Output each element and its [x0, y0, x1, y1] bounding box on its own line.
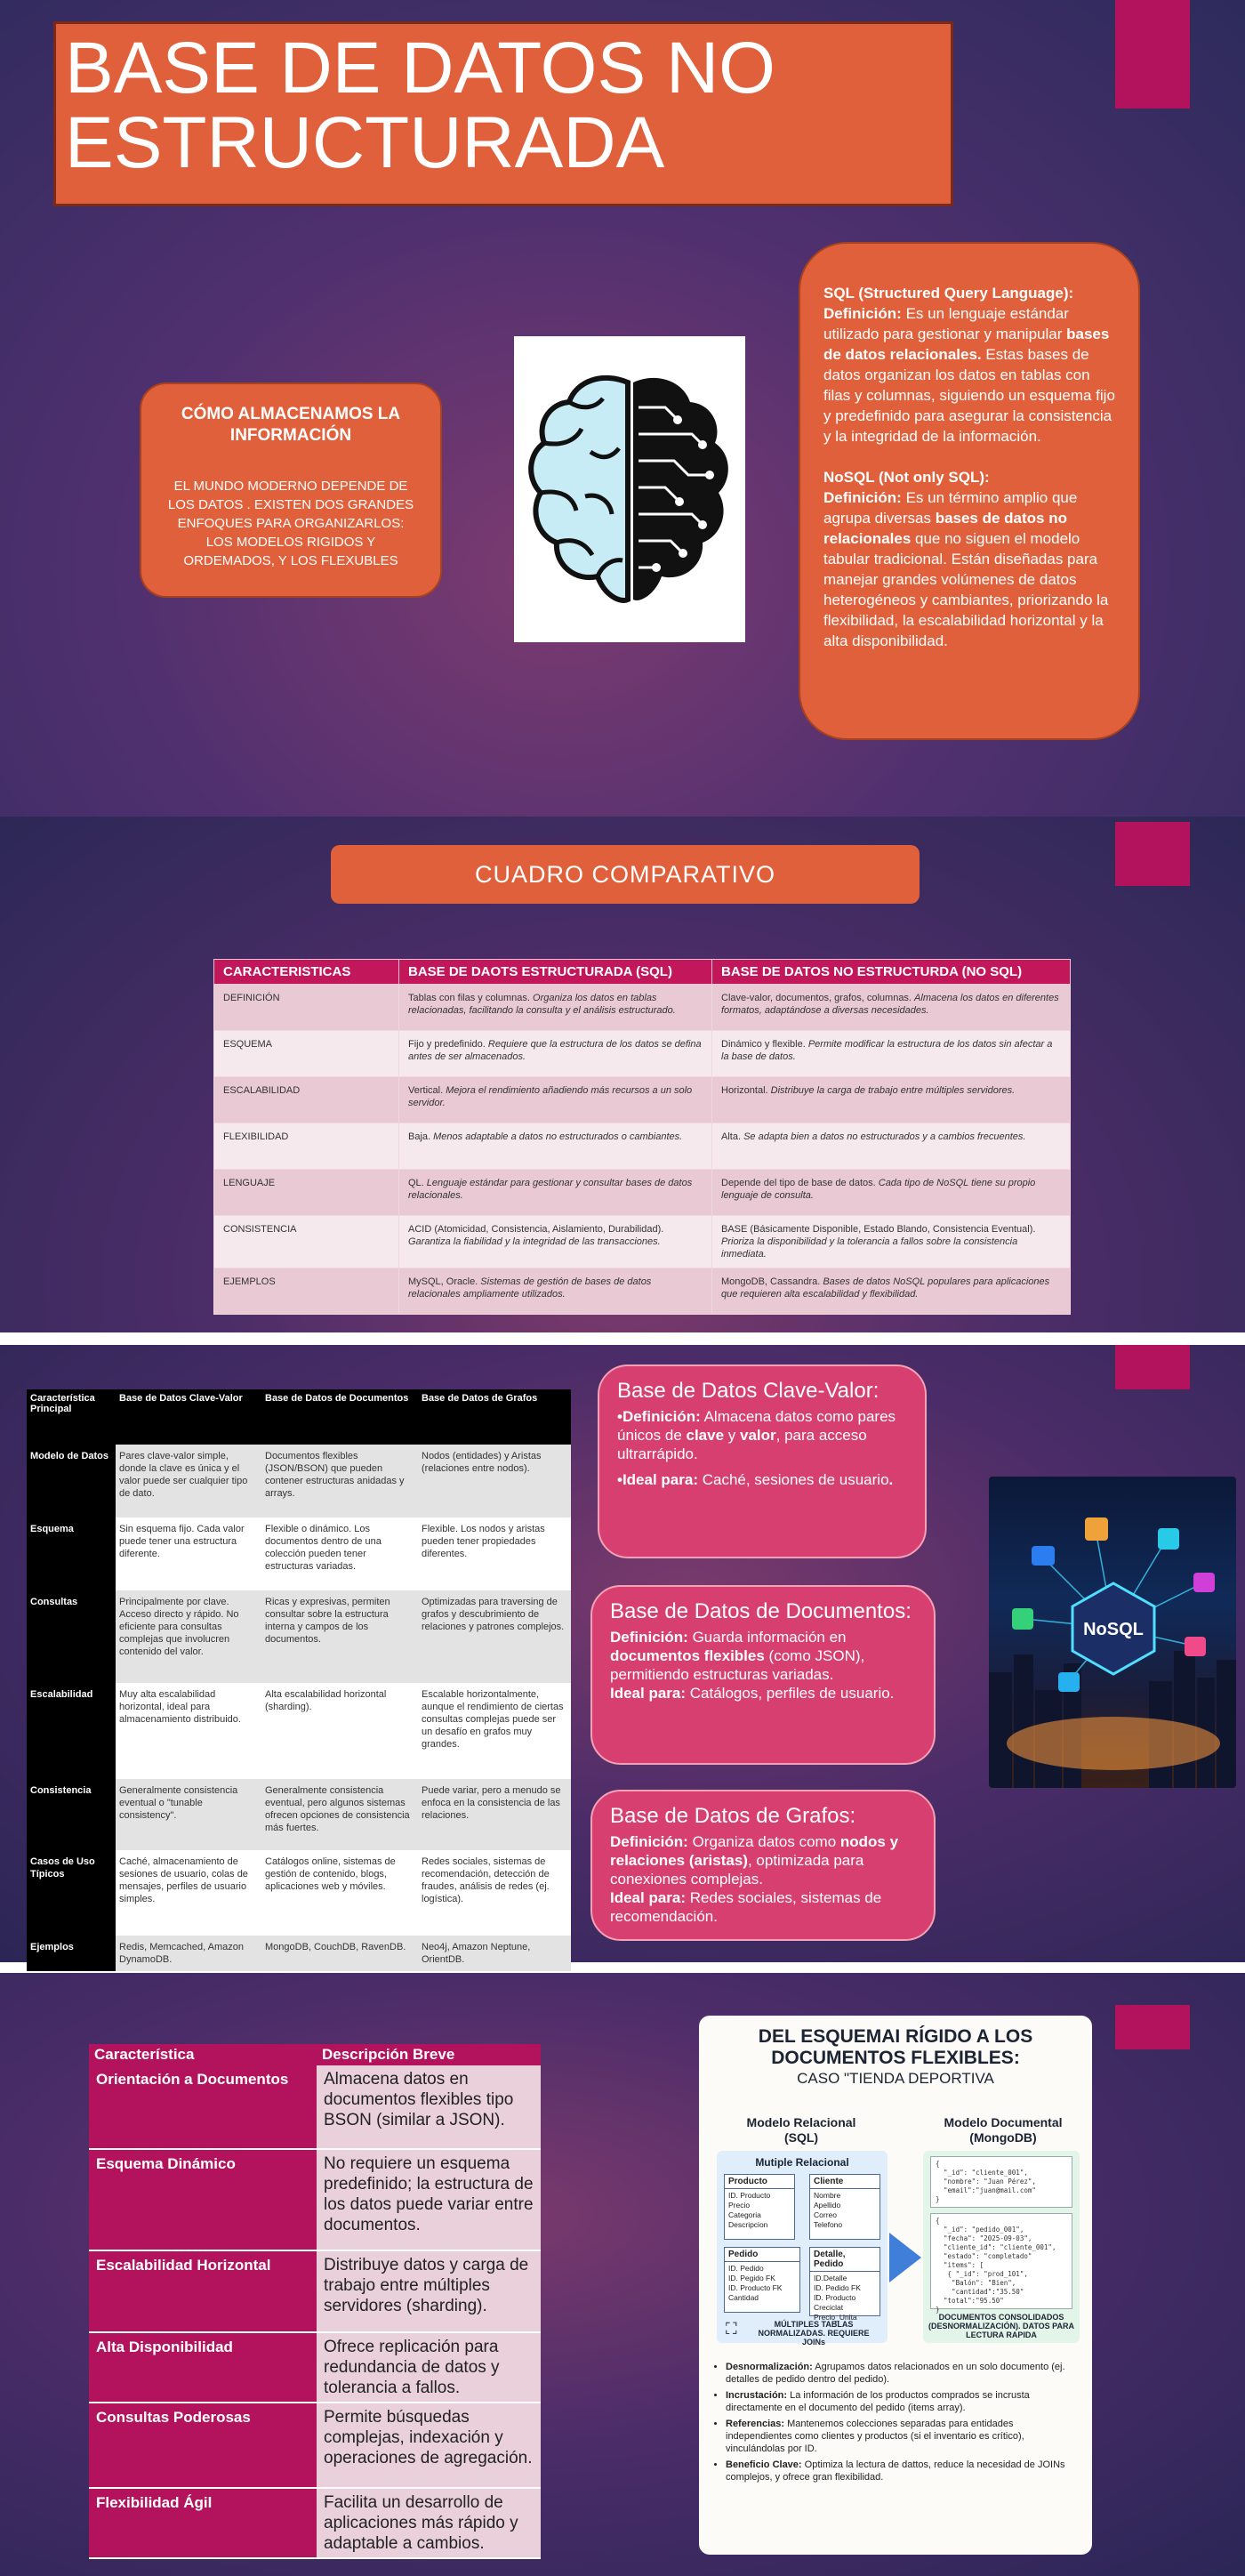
table-header: BASE DE DAOTS ESTRUCTURADA (SQL) [399, 960, 712, 985]
definitions-box [799, 242, 1140, 740]
document-column-heading: Modelo Documental (MongoDB) [944, 2115, 1063, 2145]
table-row: Consultas Poderosas Permite búsquedas complejas, indexación y operaciones de agregación. [89, 2403, 541, 2488]
slide-1 [0, 0, 1245, 817]
table-row: LENGUAJE QL. Lenguaje estándar para gestionar y consultar bases de datos relacionales. Depende del tipo de base de datos. Cada tipo de NoSQL tiene su propio lenguaje de consulta. [214, 1170, 1071, 1216]
arrow-right-icon [889, 2233, 921, 2282]
explanation-bullets [713, 2361, 1080, 2487]
graph-definition: Definición: Organiza datos como nodos y relaciones (aristas), optimizada para conexiones complejas. [610, 1833, 899, 1888]
brain-circuit-icon [514, 336, 745, 642]
nosql-title: NoSQL (Not only SQL): [823, 469, 990, 486]
table-header: CARACTERISTICAS [214, 960, 399, 985]
pink-tab-decoration [1115, 2005, 1190, 2049]
table-row: Consultas Principalmente por clave. Acceso directo y rápido. No eficiente para consultas complejas que involucren contenido del valor. Ricas y expresivas, permiten consultar sobre la estructura interna y campos de los documentos. Optimizadas para traversing de grafos y descubrimiento de relaciones y patrones complejos. [27, 1590, 571, 1683]
tables-icon: ⛶ [726, 2320, 737, 2338]
list-item: • Incrustación: La información de los productos comprados se incrusta directamente en el documento del pedido (items array). [726, 2389, 1080, 2414]
nosql-image-label: NoSQL [1083, 1620, 1144, 1639]
table-header: Característica Principal [27, 1389, 116, 1445]
graph-title: Base de Datos de Grafos: [610, 1804, 856, 1828]
comparison-title: CUADRO COMPARATIVO [331, 845, 920, 904]
graph-box [590, 1790, 936, 1941]
nosql-types-table [27, 1389, 571, 1971]
table-row: ESCALABILIDAD Vertical. Mejora el rendimiento añadiendo más recursos a un solo servidor. Horizontal. Distribuye la carga de trabajo entre múltiples servidores. [214, 1077, 1071, 1123]
table-row: Consistencia Generalmente consistencia eventual o "tunable consistency". Generalmente consistencia eventual, pero algunos sistemas ofrecen opciones de consistencia más fuertes. Puede variar, pero a menudo se enfoca en la consistencia de las relaciones. [27, 1779, 571, 1850]
relational-model-panel [717, 2151, 888, 2347]
table-row: Orientación a Documentos Almacena datos en documentos flexibles tipo BSON (similar a JSON). [89, 2065, 541, 2149]
intro-box [140, 382, 442, 598]
intro-text: EL MUNDO MODERNO DEPENDE DE LOS DATOS . EXISTEN DOS GRANDES ENFOQUES PARA ORGANIZARLOS: LOS MODELOS RIGIDOS Y ORDEMADOS, Y LOS FLEXUBLES [167, 479, 414, 568]
list-item: • Beneficio Clave: Optimiza la lectura de dattos, reduce la necesidad de JOINs complejos, y ofrece gran flexibilidad. [726, 2459, 1080, 2483]
infographic-card [699, 2016, 1092, 2555]
producto-table-card: Producto ID. Producto Precio Categoria Descripcion [724, 2174, 795, 2240]
infographic-subtitle: CASO "TIENDA DEPORTIVA [797, 2070, 994, 2087]
page-title: BASE DE DATOS NO ESTRUCTURADA [65, 28, 775, 183]
sql-title: SQL (Structured Query Language): [823, 285, 1074, 302]
table-row: EJEMPLOS MySQL, Oracle. Sistemas de gestión de bases de datos relacionales ampliamente utilizados. MongoDB, Cassandra. Bases de datos NoSQL populares para aplicaciones que requieren alta escalabilidad y flexibilidad. [214, 1268, 1071, 1315]
doc-definition: Definición: Guarda información en documentos flexibles (como JSON), permitiendo estructuras variadas. [610, 1629, 865, 1683]
relational-note: MÚLTIPLES TABLAS NORMALIZADAS. REQUIERE JOINs [758, 2320, 870, 2347]
table-row: ESQUEMA Fijo y predefinido. Requiere que la estructura de los datos se defina antes de ser almacenados. Dinámico y flexible. Permite modificar la estructura de los datos sin afectar a la base de datos. [214, 1031, 1071, 1077]
graph-ideal: Ideal para: Redes sociales, sistemas de recomendación. [610, 1889, 882, 1925]
title-banner [53, 21, 953, 206]
detalle-table-card: Detalle, Pedido ID.Detalle ID. Pedido FK ID. Producto Creciclat Precio_Unita [809, 2247, 880, 2316]
cliente-table-card: Cliente Nombre Apellido Correo Telefono [809, 2174, 880, 2240]
table-header: Base de Datos de Grafos [418, 1389, 571, 1445]
table-header: Base de Datos de Documentos [261, 1389, 418, 1445]
table-row: Flexibilidad Ágil Facilita un desarrollo de aplicaciones más rápido y adaptable a cambios. [89, 2488, 541, 2558]
sql-definition: Definición: Es un lenguaje estándar utilizado para gestionar y manipular bases de datos relacionales. Estas bases de datos organizan los datos en tablas con filas y columnas, siguiendo un esquema fijo y predefinido para asegurar la consistencia y la integridad de la información. [823, 305, 1115, 445]
key-value-box [598, 1364, 927, 1558]
kv-title: Base de Datos Clave-Valor: [617, 1379, 880, 1403]
document-model-panel [923, 2151, 1080, 2343]
list-item: • Desnormalización: Agrupamos datos relacionados en un solo documento (ej. detalles de pedido dentro del pedido). [726, 2361, 1080, 2386]
pink-tab-decoration [1115, 0, 1190, 109]
kv-definition: •Definición: Almacena datos como pares únicos de clave y valor, para acceso ultrarrápido. [617, 1408, 896, 1462]
mongodb-features-table [89, 2044, 541, 2559]
table-header: Base de Datos Clave-Valor [116, 1389, 261, 1445]
infographic-title: DEL ESQUEMAI RÍGIDO A LOS DOCUMENTOS FLEXIBLES: [758, 2026, 1033, 2068]
table-row: Alta Disponibilidad Ofrece replicación para redundancia de datos y tolerancia a fallos. [89, 2332, 541, 2403]
nosql-definition: Definición: Es un término amplio que agrupa diversas bases de datos no relacionales que no siguen el modelo tabular tradicional. Están diseñadas para manejar grandes volúmenes de datos heterogéneos y cambiantes, priorizando la flexibilidad, la escalabilidad horizontal y la alta disponibilidad. [823, 489, 1109, 649]
pink-tab-decoration [1115, 1345, 1190, 1389]
cliente-json-document: { "_id": "cliente_001", "nombre": "Juan Pérez", "email":"juan@mail.com" } [930, 2156, 1072, 2208]
table-header: Descripción Breve [317, 2044, 541, 2065]
documents-box [590, 1585, 936, 1765]
list-item: • Referencias: Mantenemos colecciones separadas para entidades independientes como clientes y productos (si el inventario es crítico), vinculándolas por ID. [726, 2418, 1080, 2455]
nosql-city-illustration [989, 1477, 1236, 1788]
multiple-relational-label: Mutiple Relacional [755, 2156, 849, 2169]
table-row: Modelo de Datos Pares clave-valor simple, donde la clave es única y el valor puede ser cualquier tipo de dato. Documentos flexibles (JSON/BSON) que pueden contener estructuras anidadas y arrays. Nodos (entidades) y Aristas (relaciones entre nodos). [27, 1445, 571, 1517]
table-row: Ejemplos Redis, Memcached, Amazon DynamoDB. MongoDB, CouchDB, RavenDB. Neo4j, Amazon Neptune, OrientDB. [27, 1936, 571, 1971]
comparison-table [213, 959, 1071, 1315]
table-row: Escalabilidad Horizontal Distribuye datos y carga de trabajo entre múltiples servidores (sharding). [89, 2250, 541, 2332]
table-row: CONSISTENCIA ACID (Atomicidad, Consistencia, Aislamiento, Durabilidad). Garantiza la fiabilidad y la integridad de las transacciones. BASE (Básicamente Disponible, Estado Blando, Consistencia Eventual). Prioriza la disponibilidad y la tolerancia a fallos sobre la consistencia inmediata. [214, 1216, 1071, 1268]
doc-title: Base de Datos de Documentos: [610, 1599, 912, 1623]
table-row: Escalabilidad Muy alta escalabilidad horizontal, ideal para almacenamiento distribuido. Alta escalabilidad horizontal (sharding). Escalable horizontalmente, aunque el rendimiento de ciertas consultas complejas puede ser un desafío en grafos muy grandes. [27, 1683, 571, 1779]
pink-tab-decoration [1115, 822, 1190, 886]
table-row: Esquema Dinámico No requiere un esquema predefinido; la estructura de los datos puede variar entre documentos. [89, 2149, 541, 2250]
pedido-json-document: { "_id": "pedido_001", "fecha": "2025-09-03", "cliente_id": "cliente_001", "estado": "completado" "items": [ { "_id": "prod_101", "Balón": "Bien", "cantidad":"35.50" "total":"95.50" } [930, 2213, 1072, 2309]
doc-ideal: Ideal para: Catálogos, perfiles de usuario. [610, 1685, 895, 1702]
pedido-table-card: Pedido ID. Pedido ID. Pegido FK ID. Producto FK Cantidad [724, 2247, 800, 2313]
table-header: Característica [89, 2044, 317, 2065]
table-row: Casos de Uso Típicos Caché, almacenamiento de sesiones de usuario, colas de mensajes, perfiles de usuario simples. Catálogos online, sistemas de gestión de contenido, blogs, aplicaciones web y móviles. Redes sociales, sistemas de recomendación, detección de fraudes, análisis de redes (ej. logística). [27, 1850, 571, 1936]
relational-column-heading: Modelo Relacional (SQL) [746, 2115, 856, 2145]
kv-ideal: •Ideal para: Caché, sesiones de usuario. [617, 1471, 894, 1488]
table-row: FLEXIBILIDAD Baja. Menos adaptable a datos no estructurados o cambiantes. Alta. Se adapta bien a datos no estructurados y a cambios frecuentes. [214, 1123, 1071, 1170]
table-row: Esquema Sin esquema fijo. Cada valor puede tener una estructura diferente. Flexible o dinámico. Los documentos dentro de una colección pueden tener estructuras variadas. Flexible. Los nodos y aristas pueden tener propiedades diferentes. [27, 1517, 571, 1590]
table-row: DEFINICIÓN Tablas con filas y columnas. Organiza los datos en tablas relacionadas, facilitando la consulta y el análisis estructurado. Clave-valor, documentos, grafos, columnas. Almacena los datos en diferentes formatos, adaptándose a diversas necesidades. [214, 985, 1071, 1031]
document-note: DOCUMENTOS CONSOLIDADOS (DESNORMALIZACIÓN). DATOS PARA LECTURA RAPIDA [928, 2313, 1074, 2339]
table-header: BASE DE DATOS NO ESTRUCTURDA (NO SQL) [712, 960, 1071, 985]
intro-heading: CÓMO ALMACENAMOS LA INFORMACIÓN [181, 405, 401, 445]
